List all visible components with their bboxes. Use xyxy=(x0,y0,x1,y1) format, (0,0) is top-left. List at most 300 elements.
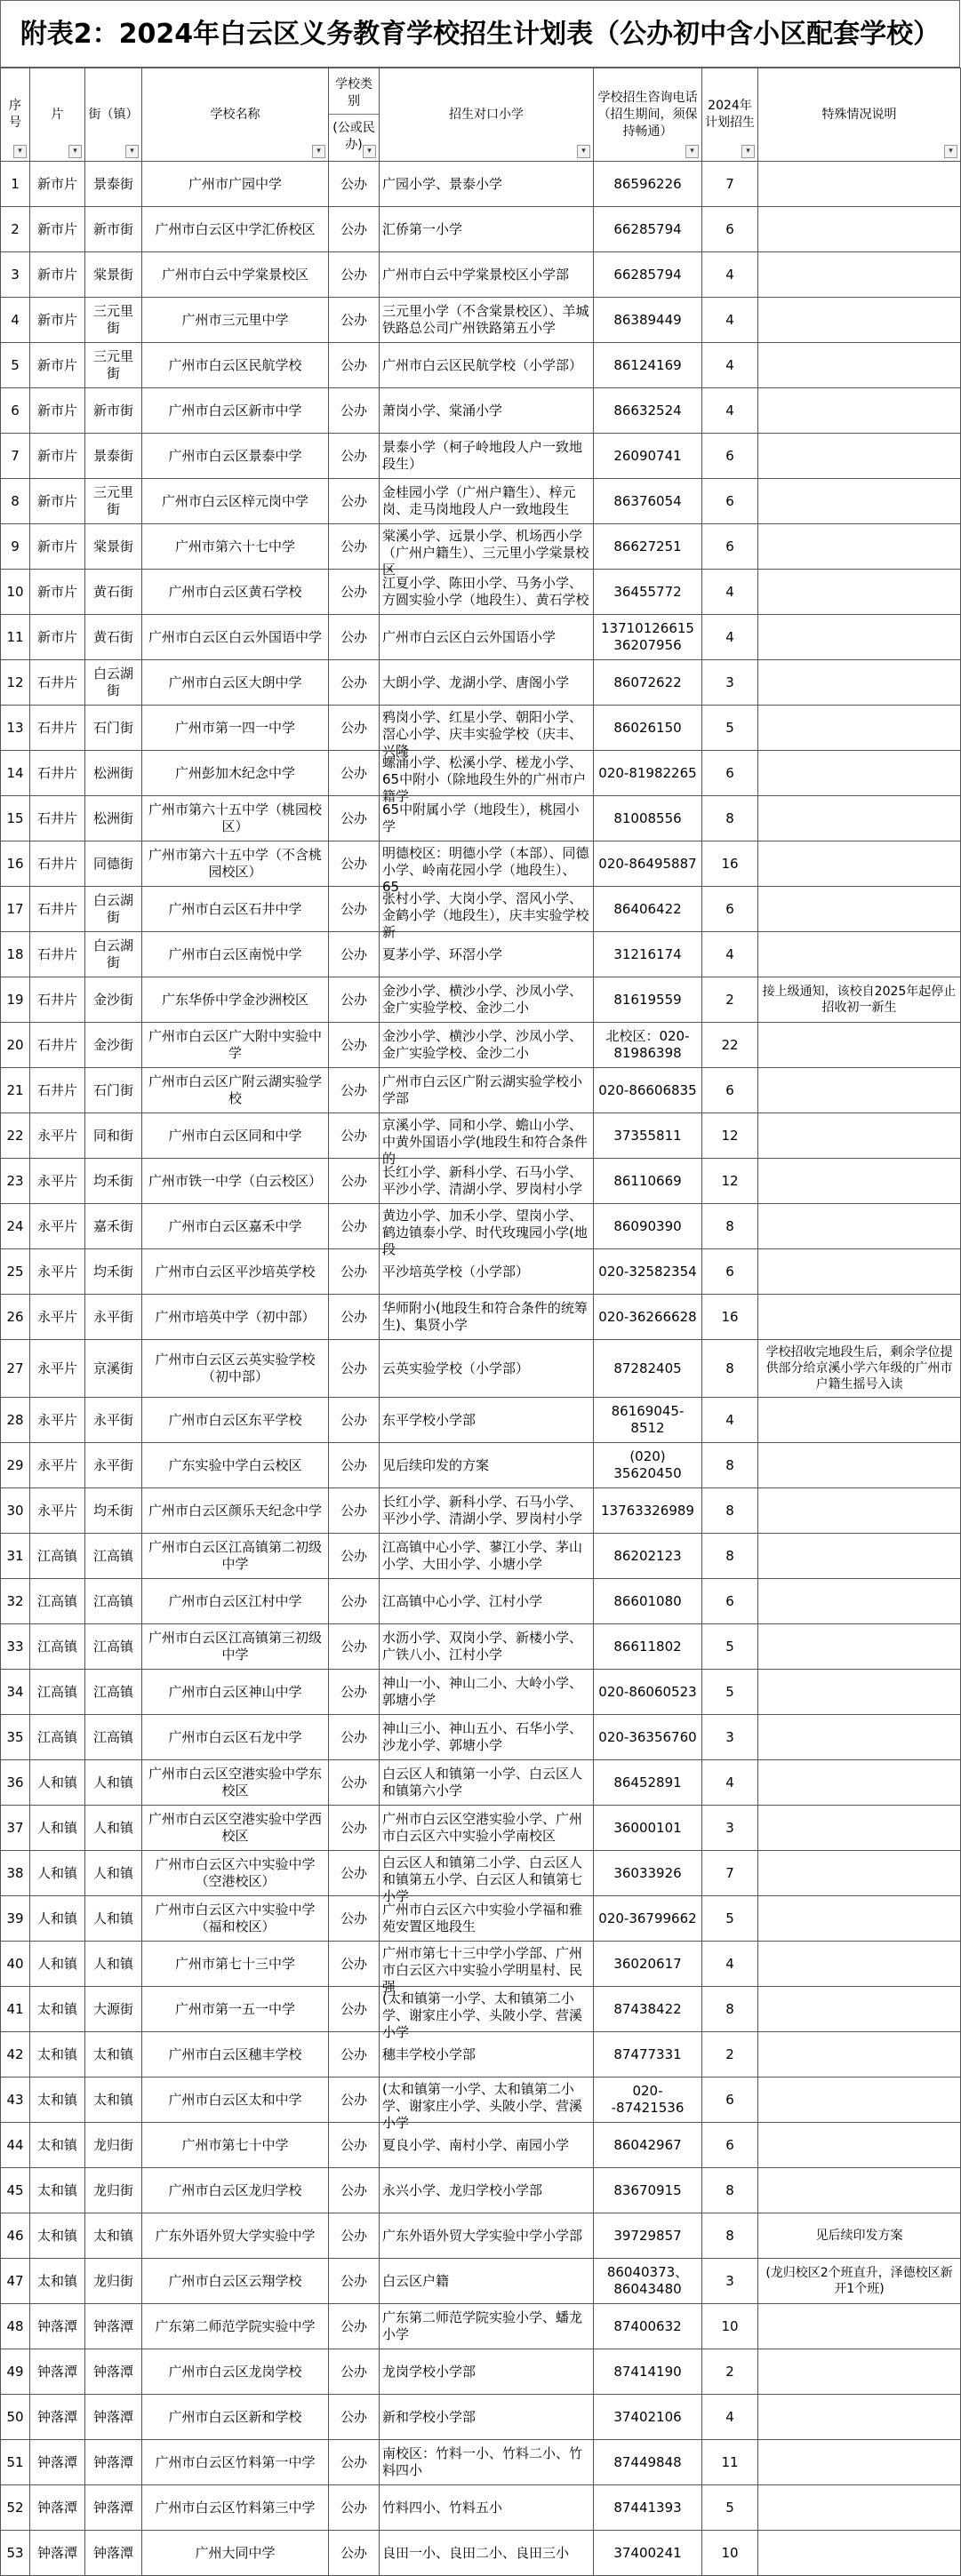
cell-school[interactable]: 广州市白云区大朗中学 xyxy=(142,660,329,706)
cell-school[interactable]: 广州市白云区南悦中学 xyxy=(142,932,329,977)
cell-note[interactable] xyxy=(758,841,961,887)
cell-plan[interactable]: 22 xyxy=(702,1023,758,1068)
cell-note[interactable]: 见后续印发方案 xyxy=(758,2213,961,2259)
cell-street[interactable]: 金沙街 xyxy=(85,977,142,1023)
cell-primary[interactable]: 65中附属小学（地段生），桃园小学 xyxy=(380,796,594,841)
cell-plan[interactable]: 7 xyxy=(702,162,758,207)
cell-pian[interactable]: 人和镇 xyxy=(30,1806,85,1851)
cell-no[interactable]: 41 xyxy=(1,1987,30,2032)
cell-plan[interactable]: 10 xyxy=(702,2531,758,2576)
cell-school[interactable]: 广州市白云区太和中学 xyxy=(142,2078,329,2123)
cell-no[interactable]: 40 xyxy=(1,1942,30,1987)
cell-note[interactable] xyxy=(758,1534,961,1579)
cell-primary[interactable]: 新和学校小学部 xyxy=(380,2395,594,2440)
cell-street[interactable]: 均禾街 xyxy=(85,1488,142,1534)
cell-street[interactable]: 钟落潭 xyxy=(85,2531,142,2576)
cell-street[interactable]: 同德街 xyxy=(85,841,142,887)
cell-phone[interactable]: 66285794 xyxy=(594,207,702,252)
cell-school[interactable]: 广州市白云区广大附中实验中学 xyxy=(142,1023,329,1068)
cell-type[interactable]: 公办 xyxy=(329,2123,380,2168)
cell-primary[interactable]: 广州市白云中学棠景校区小学部 xyxy=(380,252,594,298)
cell-type[interactable]: 公办 xyxy=(329,751,380,796)
cell-pian[interactable]: 太和镇 xyxy=(30,2168,85,2213)
cell-phone[interactable]: (020) 35620450 xyxy=(594,1443,702,1488)
cell-pian[interactable]: 石井片 xyxy=(30,841,85,887)
cell-plan[interactable]: 6 xyxy=(702,751,758,796)
cell-note[interactable] xyxy=(758,932,961,977)
cell-type[interactable]: 公办 xyxy=(329,1159,380,1204)
cell-plan[interactable]: 3 xyxy=(702,1806,758,1851)
cell-plan[interactable]: 4 xyxy=(702,252,758,298)
cell-primary[interactable]: 广园小学、景泰小学 xyxy=(380,162,594,207)
cell-type[interactable]: 公办 xyxy=(329,570,380,615)
cell-type[interactable]: 公办 xyxy=(329,1987,380,2032)
cell-primary[interactable]: 棠溪小学、远景小学、机场西小学（广州户籍生）、三元里小学棠景校区 xyxy=(380,524,594,570)
cell-street[interactable]: 三元里街 xyxy=(85,479,142,524)
cell-primary[interactable]: 景泰小学（柯子岭地段人户一致地段生） xyxy=(380,434,594,479)
cell-type[interactable]: 公办 xyxy=(329,298,380,343)
cell-pian[interactable]: 太和镇 xyxy=(30,2259,85,2304)
cell-pian[interactable]: 永平片 xyxy=(30,1398,85,1443)
cell-pian[interactable]: 新市片 xyxy=(30,252,85,298)
cell-note[interactable] xyxy=(758,2304,961,2349)
cell-plan[interactable]: 3 xyxy=(702,2259,758,2304)
cell-no[interactable]: 5 xyxy=(1,343,30,388)
cell-primary[interactable]: 良田一小、良田二小、良田三小 xyxy=(380,2531,594,2576)
cell-note[interactable]: (龙归校区2个班直升，泽德校区新开1个班) xyxy=(758,2259,961,2304)
cell-phone[interactable]: 36455772 xyxy=(594,570,702,615)
cell-street[interactable]: 新市街 xyxy=(85,388,142,434)
cell-pian[interactable]: 永平片 xyxy=(30,1340,85,1398)
cell-plan[interactable]: 10 xyxy=(702,2304,758,2349)
cell-no[interactable]: 39 xyxy=(1,1896,30,1942)
cell-no[interactable]: 22 xyxy=(1,1113,30,1159)
cell-pian[interactable]: 钟落潭 xyxy=(30,2395,85,2440)
cell-phone[interactable]: 26090741 xyxy=(594,434,702,479)
cell-type[interactable]: 公办 xyxy=(329,1851,380,1896)
cell-school[interactable]: 广州市白云区东平学校 xyxy=(142,1398,329,1443)
cell-school[interactable]: 广州市第六十五中学（不含桃园校区） xyxy=(142,841,329,887)
cell-phone[interactable]: 86072622 xyxy=(594,660,702,706)
cell-no[interactable]: 35 xyxy=(1,1715,30,1760)
cell-plan[interactable]: 6 xyxy=(702,1579,758,1624)
cell-pian[interactable]: 新市片 xyxy=(30,479,85,524)
cell-plan[interactable]: 4 xyxy=(702,1398,758,1443)
header-type[interactable] xyxy=(329,68,380,162)
cell-primary[interactable]: 大朗小学、龙湖小学、唐阁小学 xyxy=(380,660,594,706)
cell-pian[interactable]: 钟落潭 xyxy=(30,2531,85,2576)
cell-street[interactable]: 江高镇 xyxy=(85,1624,142,1670)
cell-primary[interactable]: (太和镇第一小学、太和镇第二小学、谢家庄小学、头陂小学、营溪小学 xyxy=(380,2078,594,2123)
cell-no[interactable]: 9 xyxy=(1,524,30,570)
cell-note[interactable] xyxy=(758,887,961,932)
cell-note[interactable] xyxy=(758,434,961,479)
cell-type[interactable]: 公办 xyxy=(329,660,380,706)
cell-plan[interactable]: 4 xyxy=(702,932,758,977)
cell-school[interactable]: 广州市白云区黄石学校 xyxy=(142,570,329,615)
cell-street[interactable]: 石门街 xyxy=(85,1068,142,1113)
cell-note[interactable] xyxy=(758,1942,961,1987)
cell-phone[interactable]: 北校区：020-81986398 xyxy=(594,1023,702,1068)
cell-primary[interactable]: 金沙小学、横沙小学、沙凤小学、金广实验学校、金沙二小 xyxy=(380,1023,594,1068)
cell-pian[interactable]: 新市片 xyxy=(30,524,85,570)
cell-school[interactable]: 广州市白云区云英实验学校（初中部） xyxy=(142,1340,329,1398)
cell-phone[interactable]: 86389449 xyxy=(594,298,702,343)
cell-phone[interactable]: 66285794 xyxy=(594,252,702,298)
cell-pian[interactable]: 石井片 xyxy=(30,932,85,977)
header-plan[interactable]: 2024年计划招生 ▾ xyxy=(702,68,758,162)
cell-phone[interactable]: 86026150 xyxy=(594,706,702,751)
cell-phone[interactable]: 87282405 xyxy=(594,1340,702,1398)
cell-school[interactable]: 广州市白云区白云外国语中学 xyxy=(142,615,329,660)
cell-street[interactable]: 江高镇 xyxy=(85,1579,142,1624)
cell-type[interactable]: 公办 xyxy=(329,479,380,524)
cell-plan[interactable]: 2 xyxy=(702,2349,758,2395)
cell-plan[interactable]: 4 xyxy=(702,388,758,434)
cell-school[interactable]: 广州市白云区六中实验中学（福和校区） xyxy=(142,1896,329,1942)
cell-primary[interactable]: 黄边小学、加禾小学、望岗小学、鹤边镇泰小学、时代玫瑰园小学(地段 xyxy=(380,1204,594,1249)
cell-type[interactable]: 公办 xyxy=(329,1670,380,1715)
cell-pian[interactable]: 永平片 xyxy=(30,1443,85,1488)
cell-school[interactable]: 广州市白云区竹料第一中学 xyxy=(142,2440,329,2485)
header-street[interactable]: 街（镇） ▾ xyxy=(85,68,142,162)
cell-plan[interactable]: 4 xyxy=(702,570,758,615)
cell-plan[interactable]: 5 xyxy=(702,1624,758,1670)
cell-school[interactable]: 广州市白云区六中实验中学（空港校区） xyxy=(142,1851,329,1896)
cell-type[interactable]: 公办 xyxy=(329,977,380,1023)
cell-no[interactable]: 46 xyxy=(1,2213,30,2259)
cell-pian[interactable]: 新市片 xyxy=(30,207,85,252)
cell-type[interactable]: 公办 xyxy=(329,2213,380,2259)
cell-type[interactable]: 公办 xyxy=(329,796,380,841)
cell-primary[interactable]: 竹料四小、竹料五小 xyxy=(380,2485,594,2531)
cell-street[interactable]: 同和街 xyxy=(85,1113,142,1159)
cell-phone[interactable]: 86202123 xyxy=(594,1534,702,1579)
cell-note[interactable] xyxy=(758,1023,961,1068)
cell-type[interactable]: 公办 xyxy=(329,252,380,298)
cell-street[interactable]: 松洲街 xyxy=(85,796,142,841)
cell-school[interactable]: 广州市白云区梓元岗中学 xyxy=(142,479,329,524)
cell-note[interactable] xyxy=(758,2078,961,2123)
cell-no[interactable]: 10 xyxy=(1,570,30,615)
cell-plan[interactable]: 8 xyxy=(702,2213,758,2259)
cell-phone[interactable]: 020-36799662 xyxy=(594,1896,702,1942)
cell-no[interactable]: 44 xyxy=(1,2123,30,2168)
cell-school[interactable]: 广州市白云区龙归学校 xyxy=(142,2168,329,2213)
cell-street[interactable]: 江高镇 xyxy=(85,1534,142,1579)
cell-no[interactable]: 21 xyxy=(1,1068,30,1113)
cell-school[interactable]: 广州市白云区空港实验中学西校区 xyxy=(142,1806,329,1851)
cell-pian[interactable]: 太和镇 xyxy=(30,1987,85,2032)
cell-pian[interactable]: 新市片 xyxy=(30,388,85,434)
cell-plan[interactable]: 6 xyxy=(702,1249,758,1295)
cell-primary[interactable]: 汇侨第一小学 xyxy=(380,207,594,252)
cell-no[interactable]: 48 xyxy=(1,2304,30,2349)
cell-type[interactable]: 公办 xyxy=(329,932,380,977)
cell-no[interactable]: 1 xyxy=(1,162,30,207)
cell-note[interactable] xyxy=(758,1896,961,1942)
cell-type[interactable]: 公办 xyxy=(329,841,380,887)
cell-phone[interactable]: 86124169 xyxy=(594,343,702,388)
cell-pian[interactable]: 钟落潭 xyxy=(30,2304,85,2349)
cell-type[interactable]: 公办 xyxy=(329,2349,380,2395)
cell-pian[interactable]: 永平片 xyxy=(30,1488,85,1534)
cell-type[interactable]: 公办 xyxy=(329,2395,380,2440)
cell-school[interactable]: 广州市白云区民航学校 xyxy=(142,343,329,388)
cell-school[interactable]: 广州市白云区江村中学 xyxy=(142,1579,329,1624)
cell-note[interactable] xyxy=(758,298,961,343)
cell-phone[interactable]: 86406422 xyxy=(594,887,702,932)
cell-phone[interactable]: 86042967 xyxy=(594,2123,702,2168)
cell-no[interactable]: 25 xyxy=(1,1249,30,1295)
cell-no[interactable]: 28 xyxy=(1,1398,30,1443)
cell-type[interactable]: 公办 xyxy=(329,2032,380,2078)
cell-street[interactable]: 松洲街 xyxy=(85,751,142,796)
cell-phone[interactable]: 86632524 xyxy=(594,388,702,434)
cell-plan[interactable]: 4 xyxy=(702,2395,758,2440)
cell-phone[interactable]: 86596226 xyxy=(594,162,702,207)
cell-no[interactable]: 42 xyxy=(1,2032,30,2078)
cell-street[interactable]: 钟落潭 xyxy=(85,2304,142,2349)
cell-note[interactable] xyxy=(758,1113,961,1159)
cell-street[interactable]: 永平街 xyxy=(85,1398,142,1443)
cell-phone[interactable]: 86040373、86043480 xyxy=(594,2259,702,2304)
cell-school[interactable]: 广州市白云区同和中学 xyxy=(142,1113,329,1159)
cell-primary[interactable]: 华师附小(地段生和符合条件的统筹生)、集贤小学 xyxy=(380,1295,594,1340)
cell-phone[interactable]: 13763326989 xyxy=(594,1488,702,1534)
cell-type[interactable]: 公办 xyxy=(329,2304,380,2349)
cell-pian[interactable]: 石井片 xyxy=(30,1068,85,1113)
cell-school[interactable]: 广州市白云区平沙培英学校 xyxy=(142,1249,329,1295)
cell-note[interactable]: 学校招收完地段生后，剩余学位提供部分给京溪小学六年级的广州市户籍生摇号入读 xyxy=(758,1340,961,1398)
cell-note[interactable] xyxy=(758,2168,961,2213)
cell-primary[interactable]: 张村小学、大岗小学、滘风小学、金鹤小学（地段生），庆丰实验学校新 xyxy=(380,887,594,932)
cell-street[interactable]: 龙归街 xyxy=(85,2259,142,2304)
cell-plan[interactable]: 8 xyxy=(702,1204,758,1249)
cell-school[interactable]: 广东实验中学白云校区 xyxy=(142,1443,329,1488)
cell-pian[interactable]: 新市片 xyxy=(30,343,85,388)
cell-type[interactable]: 公办 xyxy=(329,1249,380,1295)
cell-plan[interactable]: 4 xyxy=(702,343,758,388)
cell-no[interactable]: 3 xyxy=(1,252,30,298)
cell-plan[interactable]: 2 xyxy=(702,2032,758,2078)
cell-pian[interactable]: 石井片 xyxy=(30,977,85,1023)
cell-note[interactable] xyxy=(758,2123,961,2168)
header-school[interactable]: 学校名称 ▾ xyxy=(142,68,329,162)
cell-note[interactable] xyxy=(758,1851,961,1896)
cell-plan[interactable]: 16 xyxy=(702,1295,758,1340)
cell-phone[interactable]: 13710126615 36207956 xyxy=(594,615,702,660)
cell-type[interactable]: 公办 xyxy=(329,1068,380,1113)
header-no[interactable]: 序号 ▾ xyxy=(1,68,30,162)
cell-pian[interactable]: 石井片 xyxy=(30,1023,85,1068)
cell-pian[interactable]: 石井片 xyxy=(30,751,85,796)
cell-street[interactable]: 钟落潭 xyxy=(85,2485,142,2531)
cell-note[interactable] xyxy=(758,2395,961,2440)
cell-street[interactable]: 人和镇 xyxy=(85,1806,142,1851)
cell-phone[interactable]: 020-86495887 xyxy=(594,841,702,887)
cell-type[interactable]: 公办 xyxy=(329,1113,380,1159)
cell-street[interactable]: 三元里街 xyxy=(85,343,142,388)
cell-note[interactable] xyxy=(758,2485,961,2531)
cell-street[interactable]: 石门街 xyxy=(85,706,142,751)
cell-school[interactable]: 广州市白云区穗丰学校 xyxy=(142,2032,329,2078)
cell-primary[interactable]: 广州市白云区六中实验小学福和雅苑安置区地段生 xyxy=(380,1896,594,1942)
cell-note[interactable] xyxy=(758,1624,961,1670)
cell-primary[interactable]: 广州市第七十三中学小学部、广州市白云区六中实验小学明星村、民强 xyxy=(380,1942,594,1987)
cell-street[interactable]: 白云湖街 xyxy=(85,932,142,977)
cell-no[interactable]: 51 xyxy=(1,2440,30,2485)
cell-phone[interactable]: 87438422 xyxy=(594,1987,702,2032)
cell-no[interactable]: 4 xyxy=(1,298,30,343)
cell-phone[interactable]: 87414190 xyxy=(594,2349,702,2395)
cell-street[interactable]: 钟落潭 xyxy=(85,2349,142,2395)
cell-school[interactable]: 广州市第一五一中学 xyxy=(142,1987,329,2032)
cell-pian[interactable]: 石井片 xyxy=(30,796,85,841)
cell-street[interactable]: 太和镇 xyxy=(85,2213,142,2259)
cell-pian[interactable]: 石井片 xyxy=(30,887,85,932)
cell-note[interactable] xyxy=(758,2531,961,2576)
cell-primary[interactable]: 白云区人和镇第二小学、白云区人和镇第五小学、白云区人和镇第七小学 xyxy=(380,1851,594,1896)
cell-plan[interactable]: 5 xyxy=(702,1896,758,1942)
cell-no[interactable]: 23 xyxy=(1,1159,30,1204)
cell-school[interactable]: 广州市第一四一中学 xyxy=(142,706,329,751)
cell-type[interactable]: 公办 xyxy=(329,1806,380,1851)
cell-school[interactable]: 广州市白云区云翔学校 xyxy=(142,2259,329,2304)
cell-note[interactable] xyxy=(758,1806,961,1851)
cell-primary[interactable]: 水沥小学、双岗小学、新楼小学、广铁八小、江村小学 xyxy=(380,1624,594,1670)
cell-street[interactable]: 人和镇 xyxy=(85,1760,142,1806)
cell-primary[interactable]: 鸦岗小学、红星小学、朝阳小学、滘心小学、庆丰实验学校（庆丰、兴隆 xyxy=(380,706,594,751)
cell-type[interactable]: 公办 xyxy=(329,2078,380,2123)
cell-phone[interactable]: 86376054 xyxy=(594,479,702,524)
cell-school[interactable]: 广州市白云区空港实验中学东校区 xyxy=(142,1760,329,1806)
cell-note[interactable] xyxy=(758,207,961,252)
cell-street[interactable]: 钟落潭 xyxy=(85,2440,142,2485)
cell-note[interactable] xyxy=(758,1068,961,1113)
cell-pian[interactable]: 永平片 xyxy=(30,1159,85,1204)
cell-pian[interactable]: 人和镇 xyxy=(30,1942,85,1987)
cell-phone[interactable]: 86601080 xyxy=(594,1579,702,1624)
cell-note[interactable]: 接上级通知，该校自2025年起停止招收初一新生 xyxy=(758,977,961,1023)
cell-plan[interactable]: 16 xyxy=(702,841,758,887)
cell-phone[interactable]: 86090390 xyxy=(594,1204,702,1249)
cell-street[interactable]: 永平街 xyxy=(85,1295,142,1340)
cell-note[interactable] xyxy=(758,615,961,660)
cell-school[interactable]: 广州大同中学 xyxy=(142,2531,329,2576)
cell-plan[interactable]: 5 xyxy=(702,706,758,751)
cell-primary[interactable]: 广州市白云区民航学校（小学部） xyxy=(380,343,594,388)
cell-pian[interactable]: 太和镇 xyxy=(30,2032,85,2078)
cell-plan[interactable]: 4 xyxy=(702,615,758,660)
cell-pian[interactable]: 江高镇 xyxy=(30,1715,85,1760)
cell-school[interactable]: 广州市白云区江高镇第二初级中学 xyxy=(142,1534,329,1579)
cell-school[interactable]: 广州市白云区新市中学 xyxy=(142,388,329,434)
cell-plan[interactable]: 8 xyxy=(702,1534,758,1579)
cell-note[interactable] xyxy=(758,2032,961,2078)
cell-no[interactable]: 13 xyxy=(1,706,30,751)
cell-school[interactable]: 广州市白云中学棠景校区 xyxy=(142,252,329,298)
header-phone[interactable]: 学校招生咨询电话（招生期间，须保持畅通） ▾ xyxy=(594,68,702,162)
cell-plan[interactable]: 4 xyxy=(702,1760,758,1806)
cell-primary[interactable]: 三元里小学（不含棠景校区）、羊城铁路总公司广州铁路第五小学 xyxy=(380,298,594,343)
cell-no[interactable]: 32 xyxy=(1,1579,30,1624)
cell-plan[interactable]: 5 xyxy=(702,2485,758,2531)
cell-plan[interactable]: 6 xyxy=(702,207,758,252)
cell-no[interactable]: 20 xyxy=(1,1023,30,1068)
cell-street[interactable]: 钟落潭 xyxy=(85,2395,142,2440)
cell-school[interactable]: 广州市第七十中学 xyxy=(142,2123,329,2168)
cell-school[interactable]: 广东华侨中学金沙洲校区 xyxy=(142,977,329,1023)
cell-note[interactable] xyxy=(758,1715,961,1760)
cell-phone[interactable]: 81619559 xyxy=(594,977,702,1023)
cell-primary[interactable]: 神山三小、神山五小、石华小学、沙龙小学、郭塘小学 xyxy=(380,1715,594,1760)
cell-phone[interactable]: 36033926 xyxy=(594,1851,702,1896)
cell-school[interactable]: 广州市第六十七中学 xyxy=(142,524,329,570)
cell-pian[interactable]: 石井片 xyxy=(30,660,85,706)
cell-primary[interactable]: 永兴小学、龙归学校小学部 xyxy=(380,2168,594,2213)
cell-plan[interactable]: 6 xyxy=(702,887,758,932)
cell-no[interactable]: 50 xyxy=(1,2395,30,2440)
cell-type[interactable]: 公办 xyxy=(329,1398,380,1443)
cell-type[interactable]: 公办 xyxy=(329,2440,380,2485)
cell-phone[interactable]: 86452891 xyxy=(594,1760,702,1806)
cell-plan[interactable]: 8 xyxy=(702,1443,758,1488)
cell-street[interactable]: 江高镇 xyxy=(85,1670,142,1715)
cell-school[interactable]: 广州市白云区石井中学 xyxy=(142,887,329,932)
cell-street[interactable]: 金沙街 xyxy=(85,1023,142,1068)
cell-pian[interactable]: 新市片 xyxy=(30,298,85,343)
cell-pian[interactable]: 石井片 xyxy=(30,706,85,751)
cell-primary[interactable]: 白云区户籍 xyxy=(380,2259,594,2304)
cell-primary[interactable]: 龙岗学校小学部 xyxy=(380,2349,594,2395)
cell-primary[interactable]: 南校区：竹料一小、竹料二小、竹料四小 xyxy=(380,2440,594,2485)
cell-school[interactable]: 广州市白云区石龙中学 xyxy=(142,1715,329,1760)
cell-no[interactable]: 24 xyxy=(1,1204,30,1249)
cell-street[interactable]: 棠景街 xyxy=(85,252,142,298)
cell-street[interactable]: 均禾街 xyxy=(85,1159,142,1204)
cell-street[interactable]: 棠景街 xyxy=(85,524,142,570)
cell-primary[interactable]: 江高镇中心小学、江村小学 xyxy=(380,1579,594,1624)
cell-type[interactable]: 公办 xyxy=(329,2485,380,2531)
header-primary[interactable]: 招生对口小学 ▾ xyxy=(380,68,594,162)
cell-plan[interactable]: 8 xyxy=(702,1488,758,1534)
cell-pian[interactable]: 人和镇 xyxy=(30,1851,85,1896)
cell-type[interactable]: 公办 xyxy=(329,1204,380,1249)
cell-plan[interactable]: 2 xyxy=(702,977,758,1023)
cell-street[interactable]: 大源街 xyxy=(85,1987,142,2032)
cell-no[interactable]: 17 xyxy=(1,887,30,932)
cell-phone[interactable]: 86611802 xyxy=(594,1624,702,1670)
cell-note[interactable] xyxy=(758,343,961,388)
cell-no[interactable]: 19 xyxy=(1,977,30,1023)
cell-plan[interactable]: 6 xyxy=(702,479,758,524)
cell-plan[interactable]: 6 xyxy=(702,2123,758,2168)
cell-school[interactable]: 广州市白云区神山中学 xyxy=(142,1670,329,1715)
cell-school[interactable]: 广州市白云区颜乐天纪念中学 xyxy=(142,1488,329,1534)
cell-street[interactable]: 均禾街 xyxy=(85,1249,142,1295)
cell-street[interactable]: 景泰街 xyxy=(85,162,142,207)
cell-pian[interactable]: 新市片 xyxy=(30,570,85,615)
cell-primary[interactable]: 广州市白云区广附云湖实验学校小学部 xyxy=(380,1068,594,1113)
cell-phone[interactable]: 36000101 xyxy=(594,1806,702,1851)
cell-note[interactable] xyxy=(758,1249,961,1295)
cell-note[interactable] xyxy=(758,660,961,706)
cell-primary[interactable]: 京溪小学、同和小学、蟾山小学、中黄外国语小学(地段生和符合条件的 xyxy=(380,1113,594,1159)
cell-phone[interactable]: 87400632 xyxy=(594,2304,702,2349)
cell-primary[interactable]: 江高镇中心小学、蓼江小学、茅山小学、大田小学、小塘小学 xyxy=(380,1534,594,1579)
cell-no[interactable]: 52 xyxy=(1,2485,30,2531)
